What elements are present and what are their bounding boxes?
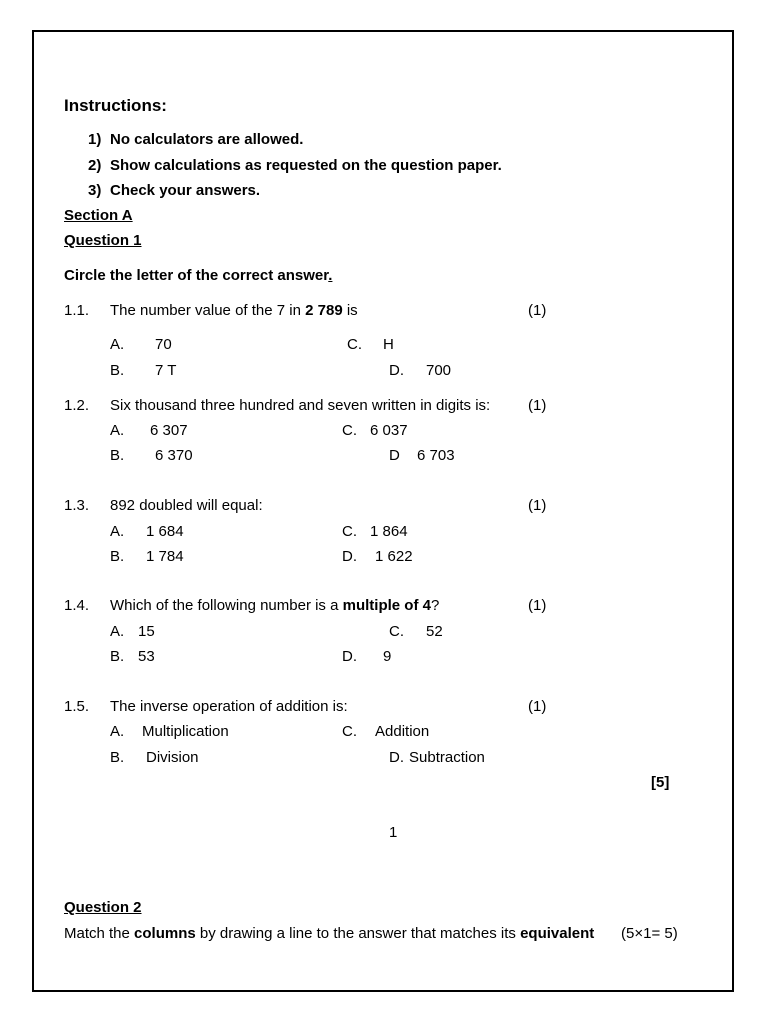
- question-text: The number value of the 7 in 2 789 is: [110, 302, 358, 319]
- option-letter: A.: [110, 723, 125, 740]
- question-2-marks: (5×1= 5): [621, 925, 678, 942]
- question-1-title: Question 1: [64, 232, 142, 249]
- option-value: 1 864: [370, 523, 408, 540]
- option-value: Division: [146, 749, 199, 766]
- option-letter: D.: [342, 648, 357, 665]
- option-letter: B.: [110, 362, 125, 379]
- option-value: 70: [155, 336, 172, 353]
- option-letter: D.: [389, 749, 404, 766]
- question-number: 1.5.: [64, 698, 90, 715]
- option-value: Addition: [375, 723, 430, 740]
- question-text: The inverse operation of addition is:: [110, 698, 348, 715]
- option-letter: D.: [342, 548, 357, 565]
- option-letter: A.: [110, 422, 125, 439]
- option-value: 1 684: [146, 523, 184, 540]
- option-value: 15: [138, 623, 155, 640]
- section-label: Section A: [64, 207, 133, 224]
- option-letter: B.: [110, 749, 125, 766]
- question-mark: (1): [528, 397, 547, 414]
- option-letter: C.: [342, 523, 357, 540]
- option-letter: C.: [389, 623, 404, 640]
- option-letter: C.: [342, 422, 357, 439]
- question-text: Six thousand three hundred and seven written in digits is:: [110, 397, 491, 414]
- option-letter: D.: [389, 362, 404, 379]
- option-value: 52: [426, 623, 443, 640]
- page-number: 1: [389, 824, 398, 841]
- option-value: Multiplication: [142, 723, 229, 740]
- question-number: 1.1.: [64, 302, 90, 319]
- option-letter: B.: [110, 648, 125, 665]
- option-letter: D: [389, 447, 400, 464]
- option-value: Subtraction: [409, 749, 485, 766]
- option-letter: A.: [110, 336, 125, 353]
- question-2-title: Question 2: [64, 899, 142, 916]
- option-value: 700: [426, 362, 452, 379]
- option-letter: C.: [347, 336, 362, 353]
- question-number: 1.3.: [64, 497, 90, 514]
- question-text: Which of the following number is a multiple of 4?: [110, 597, 440, 614]
- option-value: 6 370: [155, 447, 193, 464]
- instruction-number: 1): [88, 131, 102, 148]
- instruction-text: Check your answers.: [110, 182, 261, 199]
- option-value: 9: [383, 648, 392, 665]
- question-1-instruction: Circle the letter of the correct answer.: [64, 267, 333, 284]
- option-letter: B.: [110, 548, 125, 565]
- option-letter: A.: [110, 523, 125, 540]
- option-value: 6 037: [370, 422, 408, 439]
- question-mark: (1): [528, 302, 547, 319]
- option-letter: A.: [110, 623, 125, 640]
- instruction-number: 2): [88, 157, 102, 174]
- option-value: 1 622: [375, 548, 413, 565]
- question-mark: (1): [528, 597, 547, 614]
- question-mark: (1): [528, 497, 547, 514]
- question-text: 892 doubled will equal:: [110, 497, 263, 514]
- question-1-total: [5]: [651, 774, 670, 791]
- option-value: 53: [138, 648, 155, 665]
- option-value: 6 703: [417, 447, 455, 464]
- question-2-text: Match the columns by drawing a line to the answer that matches its equivalent: [64, 925, 595, 942]
- instruction-text: Show calculations as requested on the question paper.: [110, 157, 502, 174]
- option-value: 7 T: [155, 362, 177, 379]
- option-letter: B.: [110, 447, 125, 464]
- question-mark: (1): [528, 698, 547, 715]
- option-letter: C.: [342, 723, 357, 740]
- question-number: 1.4.: [64, 597, 90, 614]
- option-value: H: [383, 336, 394, 353]
- instruction-text: No calculators are allowed.: [110, 131, 304, 148]
- option-value: 6 307: [150, 422, 188, 439]
- instruction-number: 3): [88, 182, 102, 199]
- option-value: 1 784: [146, 548, 184, 565]
- instructions-heading: Instructions:: [64, 96, 167, 115]
- question-number: 1.2.: [64, 397, 90, 414]
